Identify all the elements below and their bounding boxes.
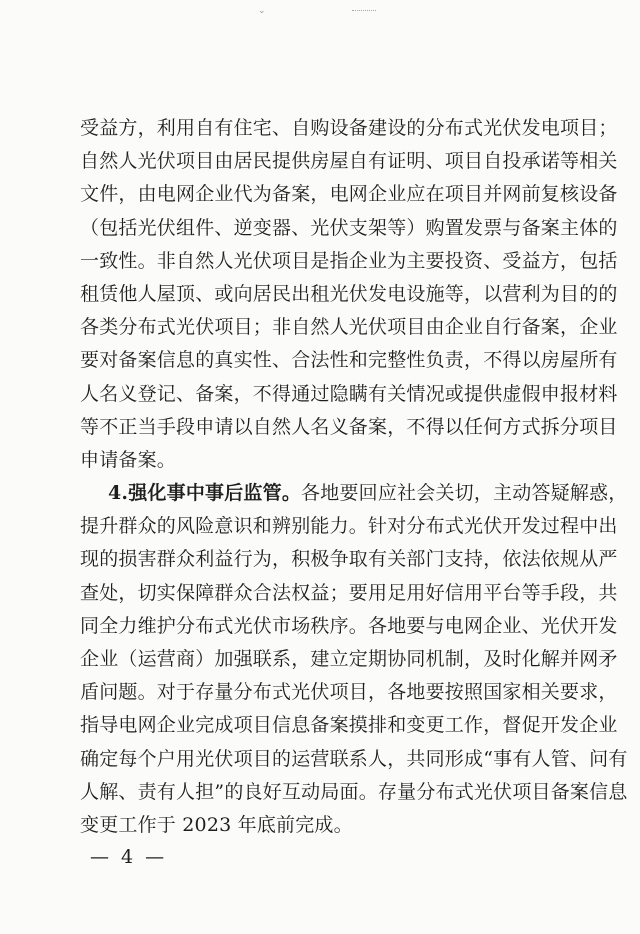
text-line: 查处，切实保障群众合法权益；要用足用好信用平台等手段，共 xyxy=(80,581,618,604)
text-line: 受益方，利用自有住宅、自购设备建设的分布式光伏发电项目； xyxy=(80,117,618,139)
text-line: （包括光伏组件、逆变器、光伏支架等）购置发票与备案主体的 xyxy=(80,216,618,239)
text-line: 要对备案信息的真实性、合法性和完整性负责，不得以房屋所有 xyxy=(80,349,618,372)
text-line: 人解、责有人担”的良好互动局面。存量分布式光伏项目备案信息 xyxy=(80,780,628,803)
text-line: 现的损害群众利益行为，积极争取有关部门支持，依法依规从严 xyxy=(80,548,618,571)
text-line: 盾问题。对于存量分布式光伏项目，各地要按照国家相关要求， xyxy=(80,681,618,704)
text-line: 一致性。非自然人光伏项目是指企业为主要投资、受益方，包括 xyxy=(80,249,618,272)
text-line: 租赁他人屋顶、或向居民出租光伏发电设施等，以营利为目的的 xyxy=(80,282,618,305)
text-line: 等不正当手段申请以自然人名义备案，不得以任何方式拆分项目 xyxy=(80,415,618,438)
text-line: 各类分布式光伏项目；非自然人光伏项目由企业自行备案，企业 xyxy=(80,316,618,339)
text-line xyxy=(80,477,628,510)
document-body xyxy=(80,112,628,842)
text-line: 同全力维护分布式光伏市场秩序。各地要与电网企业、光伏开发 xyxy=(80,614,618,637)
page-number: — 4 — xyxy=(90,846,168,868)
section-heading: 4.强化事中事后监管。 xyxy=(108,482,302,505)
text-line: 自然人光伏项目由居民提供房屋自有证明、项目自投承诺等相关 xyxy=(80,150,618,173)
scan-artifact xyxy=(352,10,376,15)
text-line: 申请备案。 xyxy=(80,448,177,471)
text-line: 指导电网企业完成项目信息备案摸排和变更工作，督促开发企业 xyxy=(80,714,618,737)
text-line: 人名义登记、备案，不得通过隐瞒有关情况或提供虚假申报材料 xyxy=(80,382,618,405)
paragraph-1 xyxy=(80,112,618,477)
heading-continuation: 各地要回应社会关切，主动答疑解惑， xyxy=(301,482,628,505)
text-line: 文件，由电网企业代为备案，电网企业应在项目并网前复核设备 xyxy=(80,183,618,206)
text-line: 确定每个户用光伏项目的运营联系人，共同形成“事有人管、问有 xyxy=(80,747,628,770)
paragraph-2 xyxy=(80,477,628,842)
scan-artifact: ⌄ xyxy=(258,6,266,16)
text-line: 企业（运营商）加强联系，建立定期协同机制，及时化解并网矛 xyxy=(80,648,618,670)
text-line: 变更工作于 2023 年底前完成。 xyxy=(80,813,353,836)
text-line: 提升群众的风险意识和辨别能力。针对分布式光伏开发过程中出 xyxy=(80,515,618,538)
